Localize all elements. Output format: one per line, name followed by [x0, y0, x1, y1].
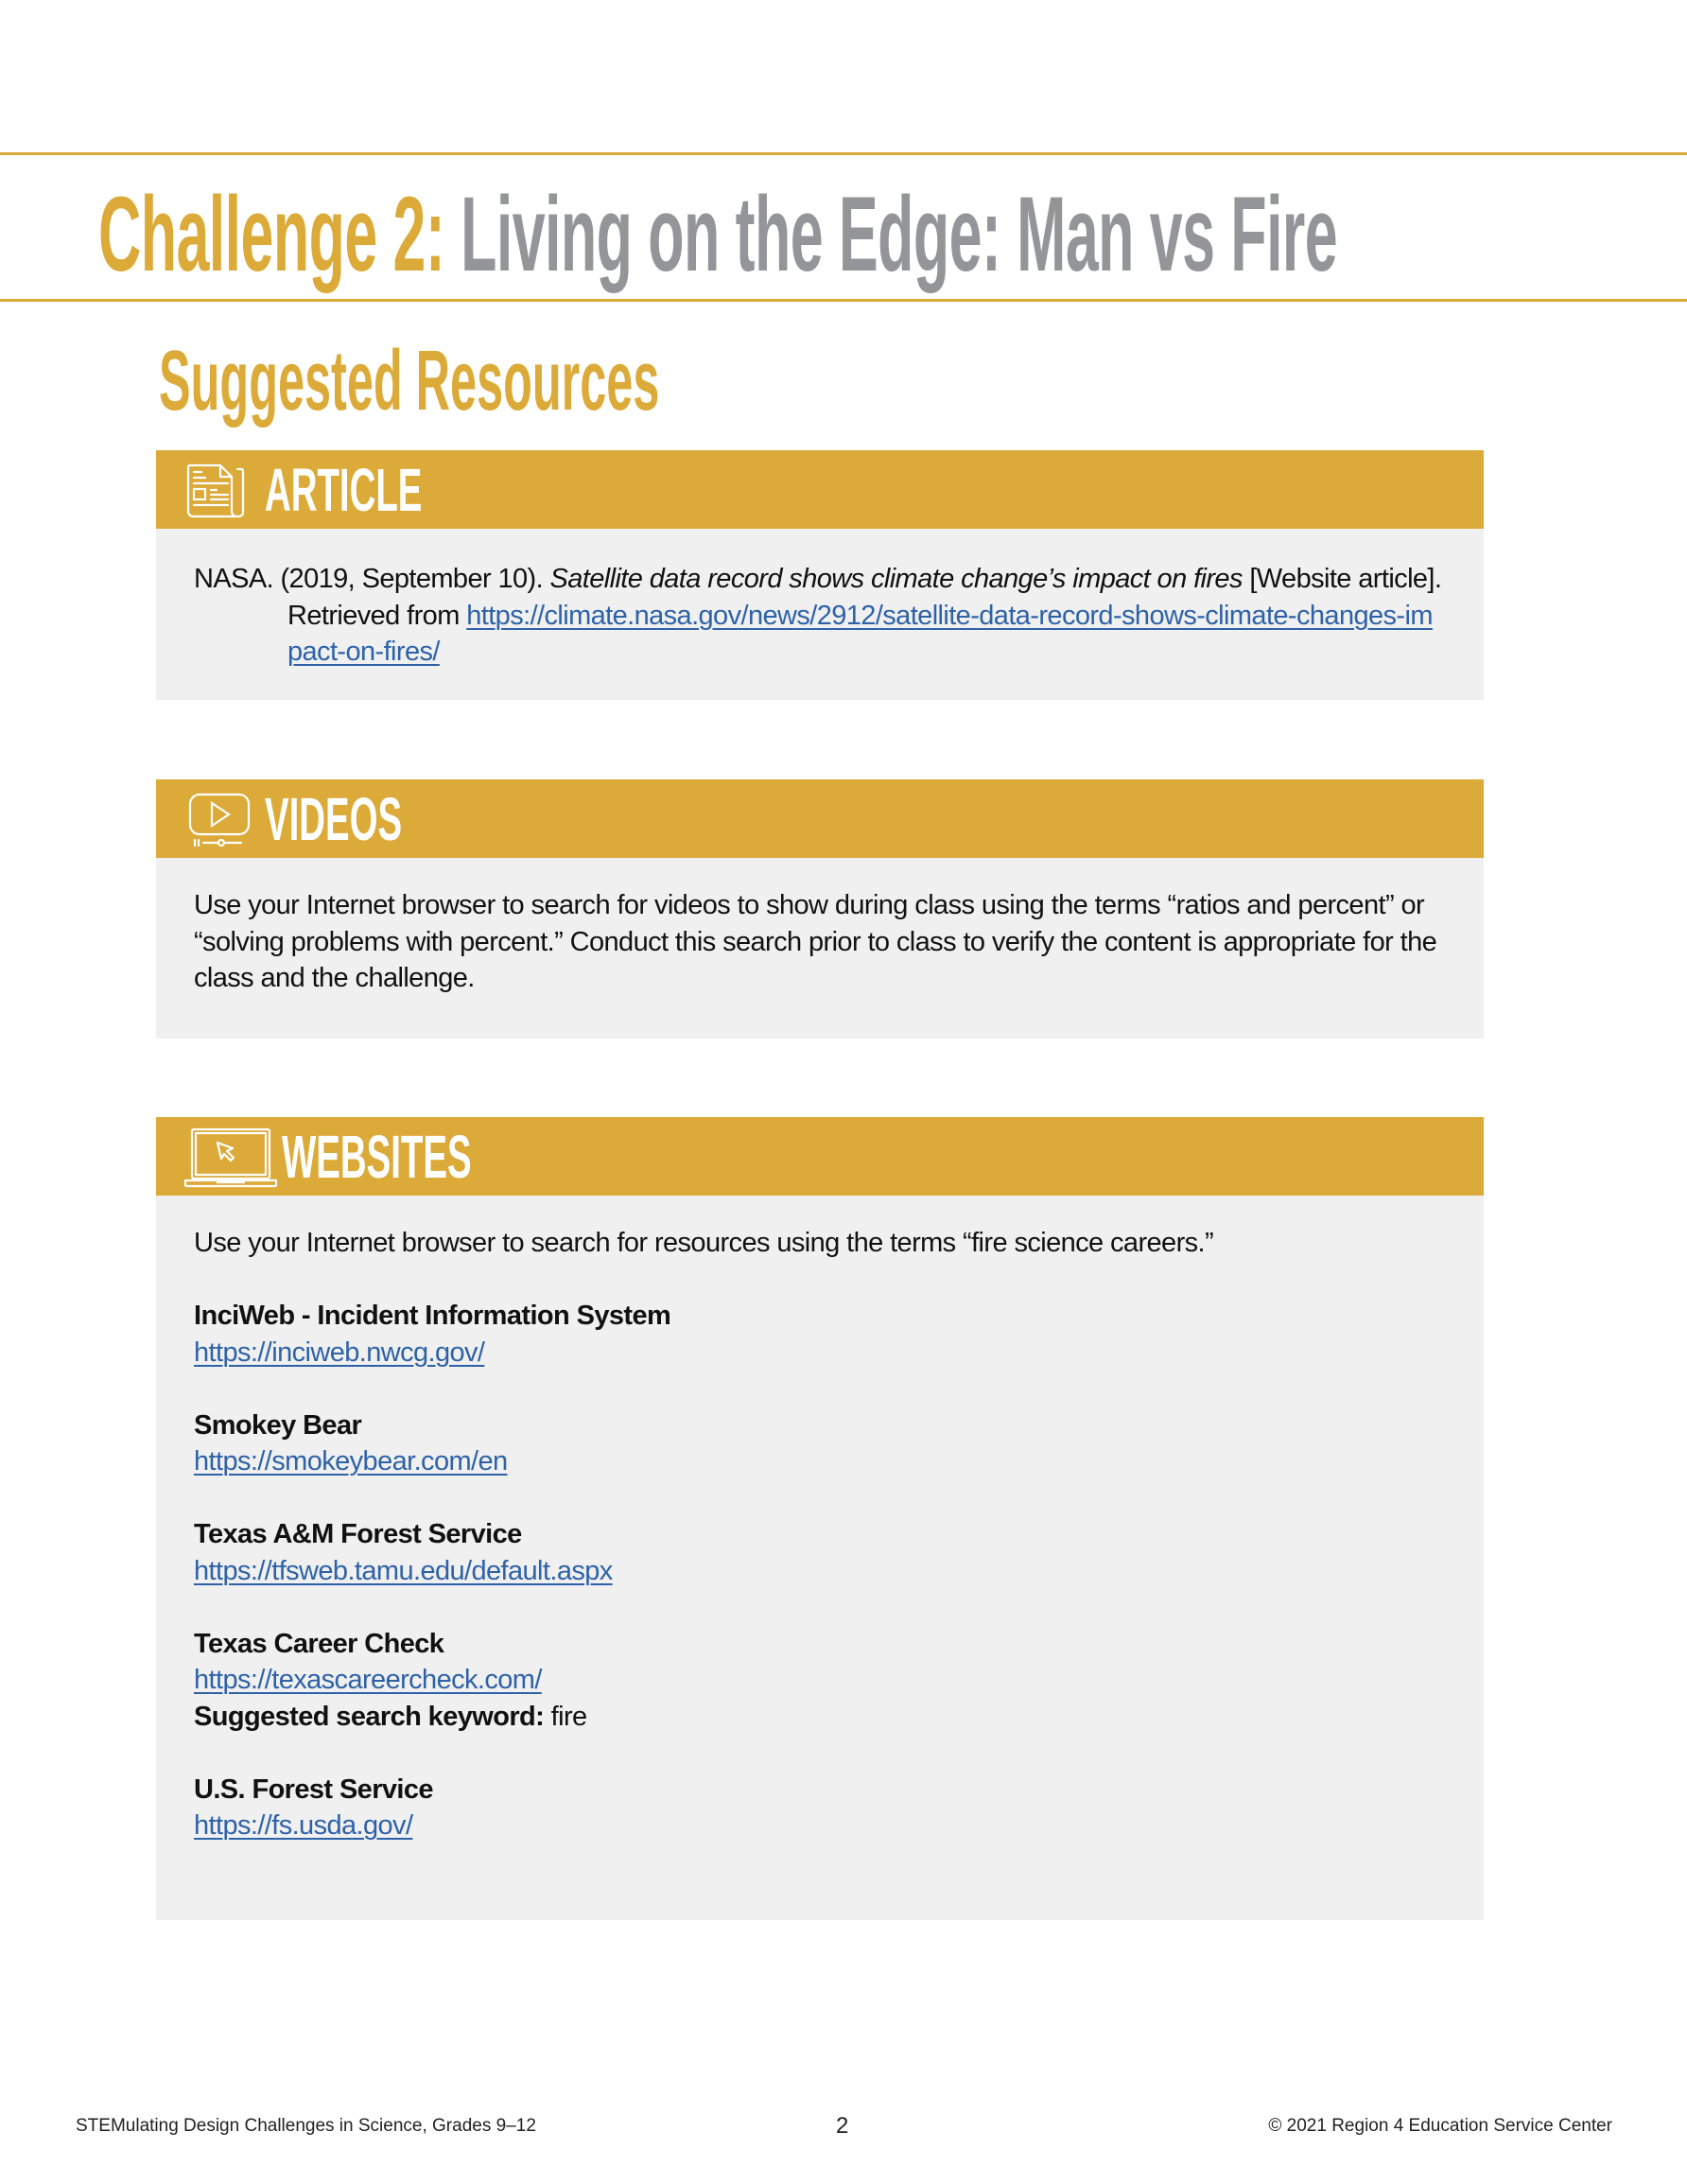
videos-banner	[156, 779, 1484, 858]
resource-item	[194, 1298, 1446, 1371]
citation-title: Satellite data record shows climate change’s impact on fires	[549, 564, 1243, 594]
resource-item	[194, 1626, 1446, 1736]
citation-author-date: NASA. (2019, September 10).	[194, 564, 550, 594]
video-player-icon	[186, 793, 252, 849]
resource-item	[194, 1407, 1446, 1480]
websites-label: WEBSITES	[282, 1123, 472, 1191]
title-challenge-name: Living on the Edge: Man vs Fire	[461, 175, 1338, 293]
resource-link[interactable]: https://inciweb.nwcg.gov/	[194, 1337, 485, 1368]
resource-item	[194, 1516, 1446, 1589]
article-link[interactable]: https://climate.nasa.gov/news/2912/satellite-data-record-shows-climate-changes-impact-on-fires/	[287, 600, 1433, 667]
resource-note	[194, 1699, 1446, 1736]
resource-link[interactable]: https://smokeybear.com/en	[194, 1446, 508, 1476]
videos-instructions: Use your Internet browser to search for videos to show during class using the terms “ratios and percent” or “solving problems with percent.” Conduct this search prior to class to verify the content is appropriate for the class and the challenge.	[194, 890, 1437, 993]
title-challenge-number: Challenge 2:	[98, 175, 445, 293]
websites-content	[194, 1225, 1446, 1880]
videos-panel	[156, 858, 1484, 1039]
newspaper-icon	[186, 463, 251, 518]
resource-name: U.S. Forest Service	[194, 1773, 433, 1805]
videos-label: VIDEOS	[265, 785, 403, 853]
article-label: ARTICLE	[265, 456, 423, 524]
laptop-cursor-icon	[183, 1127, 278, 1188]
resource-note-value: fire	[544, 1701, 587, 1732]
resource-name: Smokey Bear	[194, 1409, 362, 1441]
header-rule-bottom	[0, 299, 1687, 302]
websites-panel	[156, 1196, 1484, 1920]
header-rule-top	[0, 152, 1687, 155]
citation-source: [Website article]. Retrieved from	[287, 564, 1442, 631]
section-heading: Suggested Resources	[159, 334, 660, 428]
footer-publication: STEMulating Design Challenges in Science, Grades 9–12	[76, 2116, 536, 2136]
page-title	[98, 175, 1338, 293]
resource-note-label: Suggested search keyword:	[194, 1701, 545, 1732]
article-banner	[156, 450, 1484, 529]
page-number: 2	[836, 2113, 849, 2139]
resource-name: Texas Career Check	[194, 1628, 444, 1659]
article-citation	[194, 561, 1446, 671]
resource-name: InciWeb - Incident Information System	[194, 1301, 671, 1331]
footer-copyright: © 2021 Region 4 Education Service Center	[1268, 2116, 1612, 2136]
resource-link[interactable]: https://texascareercheck.com/	[194, 1665, 542, 1695]
resource-link[interactable]: https://tfsweb.tamu.edu/default.aspx	[194, 1555, 613, 1586]
resource-name: Texas A&M Forest Service	[194, 1519, 522, 1549]
websites-intro: Use your Internet browser to search for resources using the terms “fire science careers.”	[194, 1228, 1214, 1258]
websites-banner	[156, 1117, 1484, 1196]
resource-item	[194, 1772, 1446, 1844]
article-panel	[156, 529, 1484, 700]
resource-link[interactable]: https://fs.usda.gov/	[194, 1810, 413, 1841]
